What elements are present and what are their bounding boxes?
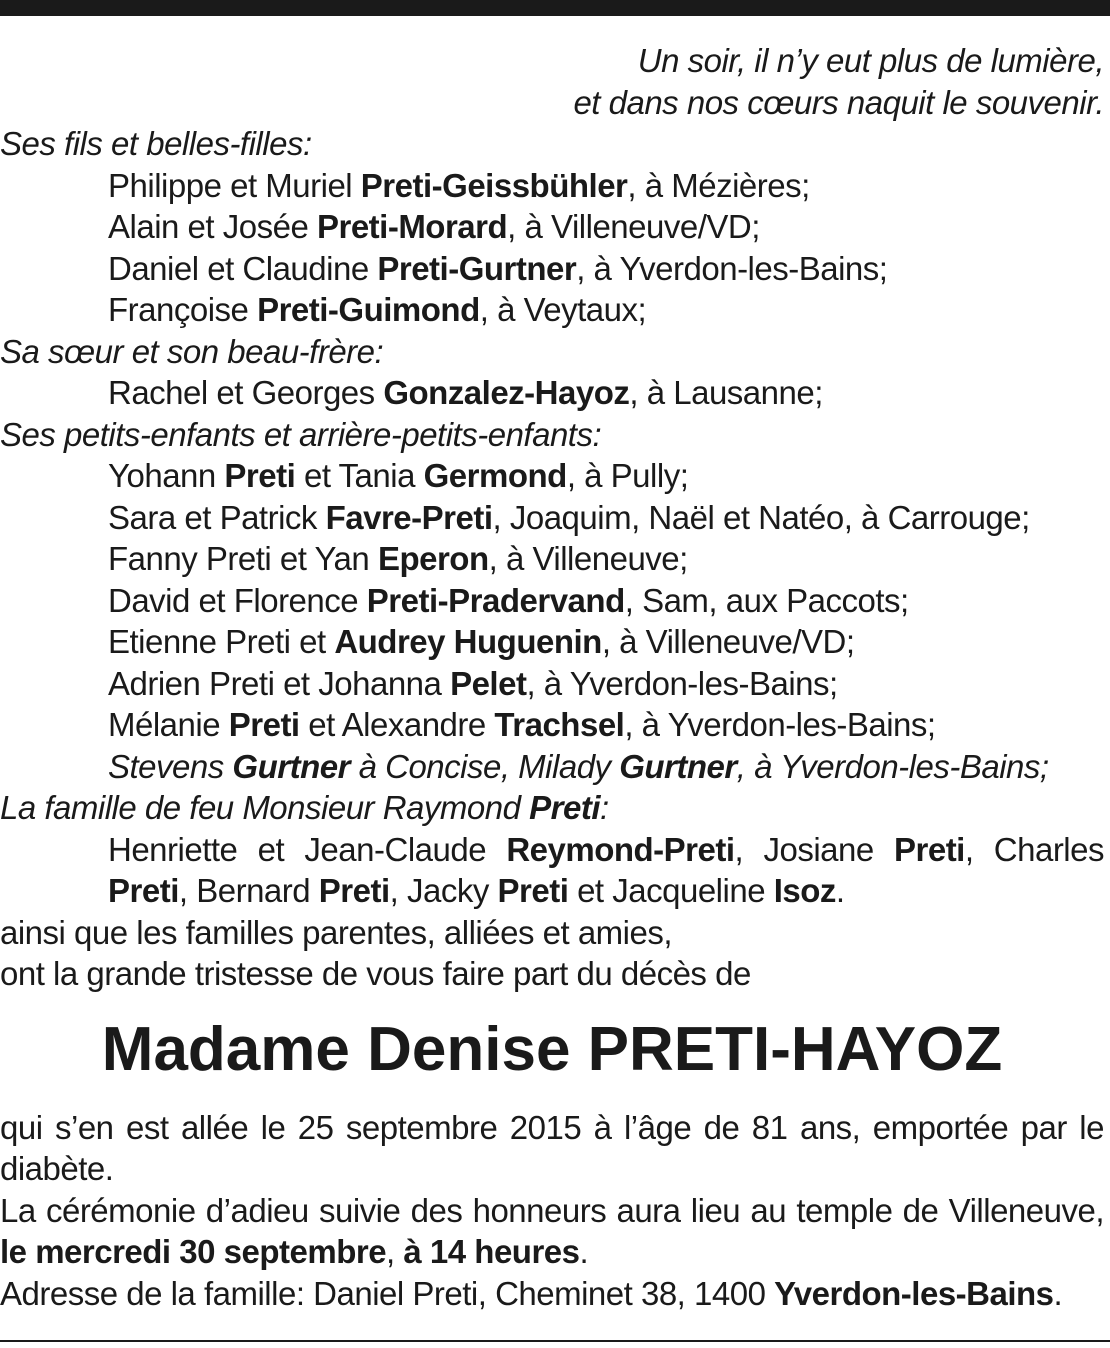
section-heading-grandchildren: Ses petits-enfants et arrière-petits-enfants: xyxy=(0,415,602,453)
family-entry: Alain et Josée Preti-Morard, à Villeneuve/VD; xyxy=(108,208,760,245)
family-entry: Fanny Preti et Yan Eperon, à Villeneuve; xyxy=(108,540,688,577)
family-entry: David et Florence Preti-Pradervand, Sam, aux Paccots; xyxy=(108,581,909,619)
section-heading-sister: Sa sœur et son beau-frère: xyxy=(0,332,384,370)
section-heading-family: La famille de feu Monsieur Raymond Preti: xyxy=(0,789,609,826)
family-entry: Rachel et Georges Gonzalez-Hayoz, à Lausanne; xyxy=(108,374,823,411)
closing-line-1: ainsi que les familles parentes, alliées et amies, xyxy=(0,913,673,951)
family-entry: Philippe et Muriel Preti-Geissbühler, à Mézières; xyxy=(108,166,810,204)
family-entry: Françoise Preti-Guimond, à Veytaux; xyxy=(108,291,647,328)
family-entry: Adrien Preti et Johanna Pelet, à Yverdon-les-Bains; xyxy=(108,664,838,702)
closing-line-2: ont la grande tristesse de vous faire part du décès de xyxy=(0,955,751,992)
bottom-rule xyxy=(0,1340,1110,1342)
death-notice xyxy=(0,40,1104,1314)
top-border-bar xyxy=(0,0,1110,16)
family-entry: Sara et Patrick Favre-Preti, Joaquim, Naël et Natéo, à Carrouge; xyxy=(108,498,1030,536)
family-entry: Stevens Gurtner à Concise, Milady Gurtner, à Yverdon-les-Bains; xyxy=(108,747,1049,785)
family-entry: Etienne Preti et Audrey Huguenin, à Villeneuve/VD; xyxy=(108,623,855,660)
family-entry: Mélanie Preti et Alexandre Trachsel, à Yverdon-les-Bains; xyxy=(108,706,936,743)
family-address: Adresse de la famille: Daniel Preti, Cheminet 38, 1400 Yverdon-les-Bains. xyxy=(0,1274,1063,1312)
deceased-name: Madame Denise PRETI-HAYOZ xyxy=(101,1014,1003,1084)
ceremony-details: La cérémonie d’adieu suivie des honneurs aura lieu au temple de Villeneuve, le mercredi 30 septembre, à 14 heures. xyxy=(0,1191,1104,1270)
family-entry: Yohann Preti et Tania Germond, à Pully; xyxy=(108,457,689,494)
death-details: qui s’en est allée le 25 septembre 2015 à l’âge de 81 ans, emportée par le diabète. xyxy=(0,1108,1104,1187)
family-entry: Henriette et Jean-Claude Reymond-Preti, Josiane Preti, Charles Preti, Bernard Preti, Jacky Preti et Jacqueline Isoz. xyxy=(108,830,1104,909)
family-entry: Daniel et Claudine Preti-Gurtner, à Yverdon-les-Bains; xyxy=(108,249,888,287)
epigraph-line-1: Un soir, il n’y eut plus de lumière, xyxy=(637,42,1104,79)
epigraph-line-2: et dans nos cœurs naquit le souvenir. xyxy=(573,83,1104,121)
section-heading-sons: Ses fils et belles-filles: xyxy=(0,125,312,162)
